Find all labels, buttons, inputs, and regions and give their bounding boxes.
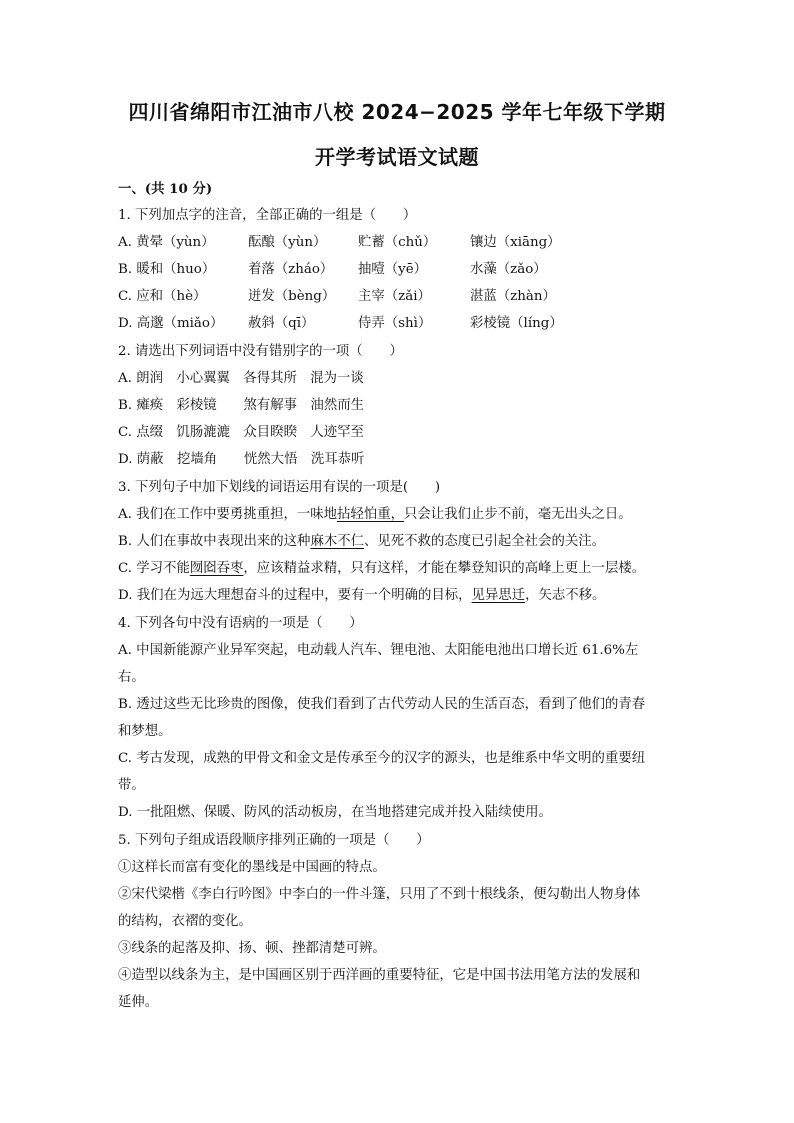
q1-c-4: 湛蓝（zhàn） [470,289,556,304]
q1-a-1: A. 黄晕（yùn） [118,235,215,250]
q1-d-1: D. 高邈（miǎo） [118,316,224,331]
q4-line: B. 透过这些无比珍贵的图像，使我们看到了古代劳动人民的生活百态，看到了他们的青春 [118,697,646,712]
q2-option-c: C. 点缀 饥肠漉漉 众目睽睽 人迹罕至 [118,425,364,440]
q2-option-d: D. 荫蔽 挖墙角 恍然大悟 洗耳恭听 [118,452,365,467]
q1-a-4: 镶边（xiāng） [470,235,561,250]
q3-c-pre: C. 学习不能 [118,561,190,576]
q1-option-d [118,315,678,333]
q1-b-2: 着落（zháo） [248,262,334,277]
q3-b-pre: B. 人们在事故中表现出来的这种 [118,534,311,549]
q1-b-3: 抽噎（yē） [358,262,428,277]
q3-a-post: 只会让我们止步不前，毫无出头之日。 [404,507,632,522]
q1-c-3: 主宰（zǎi） [358,289,431,304]
q3-d-underlined: 见异思迁 [471,588,526,603]
q3-d-pre: D. 我们在为远大理想奋斗的过程中，要有一个明确的目标， [118,588,472,603]
q3-a-pre: A. 我们在工作中要勇挑重担，一味地 [118,507,338,522]
q1-option-a [118,234,678,252]
q5-sentence: 的结构，衣褶的变化。 [118,914,252,929]
q2-option-b: B. 瘫痪 彩棱镜 煞有解事 油然而生 [118,398,364,413]
q2-option-a: A. 朗润 小心翼翼 各得其所 混为一谈 [118,371,364,386]
q4-line: 和梦想。 [118,724,172,739]
q1-d-3: 侍弄（shì） [358,316,432,331]
q1-option-c [118,288,678,306]
q4-line: A. 中国新能源产业异军突起，电动载人汽车、锂电池、太阳能电池出口增长近 61.6%左 [118,643,639,658]
q1-d-4: 彩棱镜（líng） [470,316,563,331]
q5-sentence: ①这样长而富有变化的墨线是中国画的特点。 [118,860,386,875]
q4-stem: 4. 下列各句中没有语病的一项是（ ） [118,616,363,631]
q5-stem: 5. 下列句子组成语段顺序排列正确的一项是（ ） [118,833,430,848]
q5-sentence: ②宋代梁楷《李白行吟图》中李白的一件斗篷，只用了不到十根线条，便勾勒出人物身体 [118,887,641,902]
q3-d-post: ，矢志不移。 [525,588,606,603]
q3-a-underlined: 拈轻怕重， [337,507,404,522]
q3-option-a [118,506,632,524]
section-heading: 一、(共 10 分) [118,181,213,197]
q3-c-post: ，应该精益求精，只有这样，才能在攀登知识的高峰上更上一层楼。 [243,561,646,576]
q5-sentence: 延伸。 [118,995,159,1010]
q3-b-underlined: 麻木不仁 [310,534,364,549]
q1-stem: 1. 下列加点字的注音，全部正确的一组是（ ） [118,208,417,223]
q1-c-1: C. 应和（hè） [118,289,207,304]
q3-option-d [118,587,605,605]
q1-b-4: 水藻（zǎo） [470,262,547,277]
q1-a-2: 酝酿（yùn） [248,235,327,250]
q4-line: D. 一批阻燃、保暖、防风的活动板房，在当地搭建完成并投入陆续使用。 [118,805,552,820]
q3-b-post: 、见死不救的态度已引起全社会的关注。 [364,534,606,549]
q4-line: C. 考古发现，成熟的甲骨文和金文是传承至今的汉字的源头，也是维系中华文明的重要纽 [118,751,646,766]
q5-sentence: ③线条的起落及抑、扬、顿、挫都清楚可辨。 [118,941,386,956]
q1-option-b [118,261,678,279]
q1-b-1: B. 暖和（huo） [118,262,216,277]
q4-line: 带。 [118,778,145,793]
q3-option-b [118,533,605,551]
q1-c-2: 迸发（bèng） [248,289,336,304]
q1-d-2: 赦斜（qī） [248,316,315,331]
exam-title-line-2: 开学考试语文试题 [315,145,479,169]
q1-a-3: 贮蓄（chǔ） [358,235,437,250]
q5-sentence: ④造型以线条为主，是中国画区别于西洋画的重要特征，它是中国书法用笔方法的发展和 [118,968,641,983]
q3-c-underlined: 囫囵吞枣 [189,561,244,576]
q3-option-c [118,560,645,578]
q4-line: 右。 [118,670,145,685]
exam-title-line-1: 四川省绵阳市江油市八校 2024−2025 学年七年级下学期 [128,100,666,124]
q2-stem: 2. 请选出下列词语中没有错别字的一项（ ） [118,344,403,359]
q3-stem: 3. 下列句子中加下划线的词语运用有误的一项是( ) [118,480,441,495]
